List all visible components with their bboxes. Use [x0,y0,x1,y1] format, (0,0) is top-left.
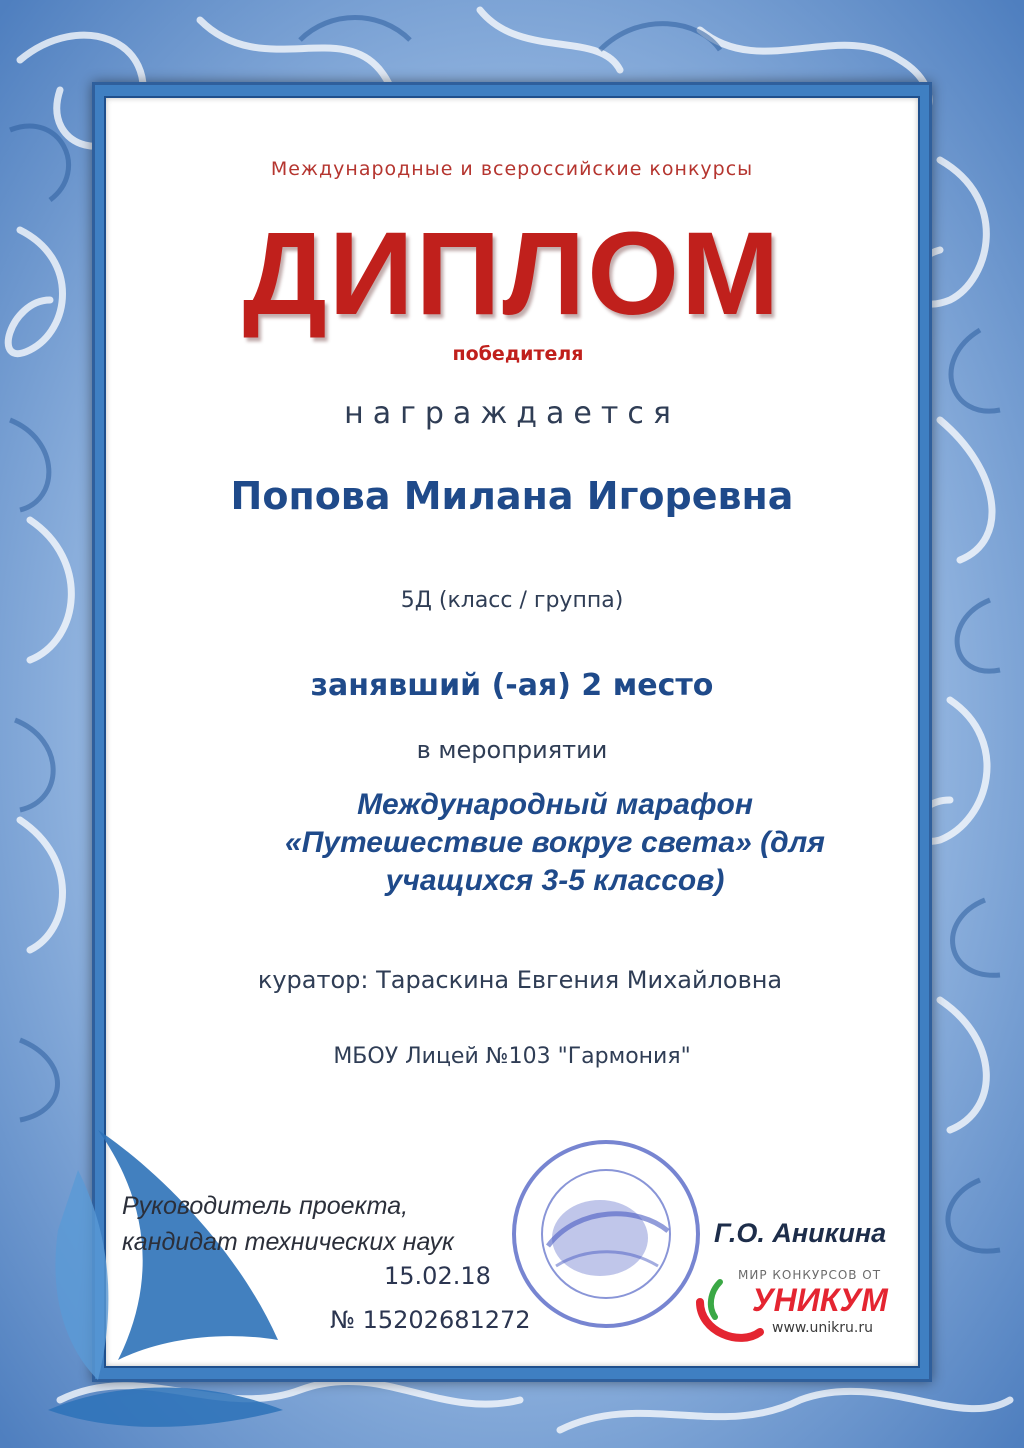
leader-line: Руководитель проекта, [122,1192,409,1220]
logo-caption: МИР КОНКУРСОВ ОТ [738,1268,882,1282]
event-title-line: «Путешествие вокруг света» (для [285,826,825,859]
logo-url: www.unikru.ru [772,1320,873,1336]
event-title-line: учащихся 3-5 классов) [385,864,725,897]
leader-title [122,1188,454,1260]
issue-date: 15.02.18 [384,1262,491,1290]
logo-name: УНИКУМ [752,1282,888,1318]
leader-line: кандидат технических наук [122,1228,454,1256]
in-event-label: в мероприятии [416,736,608,764]
event-title [230,786,880,900]
curator-label: куратор: Тараскина Евгения Михайловна [257,966,783,994]
recipient-name: Попова Милана Игоревна [230,474,794,518]
diploma-title: ДИПЛОМ [242,208,782,340]
place-label: занявший (-ая) 2 место [310,668,714,703]
diploma-number: № 15202681272 [330,1306,531,1334]
awarded-label: награждается [344,396,680,431]
signer-name: Г.О. Аникина [714,1218,887,1248]
sailboat-icon [38,1110,288,1440]
school-label: МБОУ Лицей №103 "Гармония" [333,1044,691,1069]
diploma-subtitle: победителя [452,343,584,365]
class-label: 5Д (класс / группа) [400,588,624,613]
round-stamp-icon [508,1136,704,1332]
subtitle-top: Международные и всероссийские конкурсы [270,158,754,180]
event-title-line: Международный марафон [357,788,753,821]
